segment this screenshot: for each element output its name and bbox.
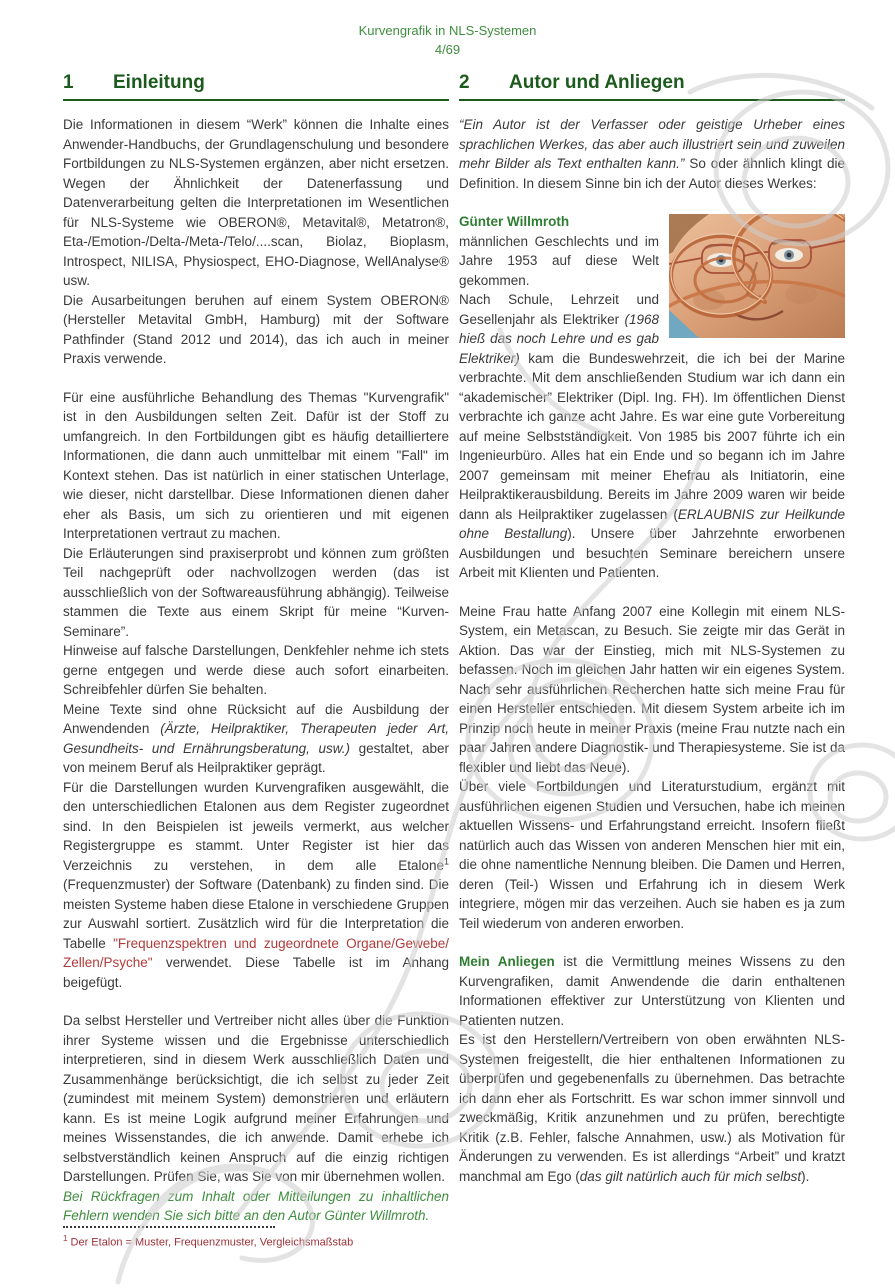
author-block xyxy=(459,212,845,583)
text-segment: Günter Willmroth xyxy=(459,214,570,229)
section-heading-einleitung xyxy=(63,72,449,101)
text-segment: (Frequenzmuster) der Software (Datenbank) zu finden sind. Die meisten Systeme haben diese Etalone in verschiedene Gruppen zur Auswahl sortiert. Zusätzlich wird für die Interpretation die Tabelle xyxy=(63,877,449,951)
text-segment: ERLAUBNIS zur Heilkunde ohne Bestallung xyxy=(459,506,845,541)
text-segment: Die Ausarbeitungen beruhen auf einem System OBERON® (Hersteller Metavital GmbH, Hamburg) mit der Software Pathfinder (Stand 2012 und 2014), das ich auch in meiner Praxis verwende. xyxy=(63,292,449,366)
paragraph xyxy=(459,115,845,193)
section-heading-autor xyxy=(459,72,845,101)
text-segment: gestaltet, aber von meinem Beruf als Heilpraktiker geprägt. xyxy=(63,740,449,775)
paragraph xyxy=(63,544,449,642)
text-segment: männlichen Geschlechts und im Jahre 1953 auf diese Welt gekommen. xyxy=(459,233,659,288)
paragraph-gap xyxy=(63,369,449,388)
text-segment: Die Erläuterungen sind praxiserprobt und können zum größten Teil nachgeprüft oder nachvollzogen werden (das ist ausschließlich von der Softwareausführung abhängig). Teilweise stammen die Texte aus einem Skript für meine “Kurven-Seminare”. xyxy=(63,545,449,639)
text-segment: Über viele Fortbildungen und Literaturstudium, ergänzt mit ausführlichen eigenen Studien und Versuchen, habe ich meinen aktuellen Wissens- und Erfahrungstand erreicht. Insofern fließt natürlich auch das Wissen von anderen Menschen hier mit ein, die ohne namentliche Nennung bleiben. Die Damen und Herren, deren (Teil-) Wissen und Erfahrung ich in diesem Werk integriere, mögen mir das verzeihen. Auch sie haben es ja zum Teil wiederum von anderen erworben. xyxy=(459,779,845,931)
text-segment: Für die Darstellungen wurden Kurvengrafiken ausgewählt, die den unterschiedlichen Etalonen aus dem Register zugeordnet sind. In den Beispielen ist jeweils vermerkt, aus welcher Registergruppe es stammt. Unter Register ist hier das Verzeichnis zu verstehen, in dem alle Etalone xyxy=(63,779,449,873)
footnote xyxy=(63,1226,449,1271)
section-number: 2 xyxy=(459,72,470,93)
text-segment: Bei Rückfragen zum Inhalt oder Mitteilungen zu inhaltlichen Fehlern wenden Sie sich bitte an den Autor Günter Willmroth. xyxy=(63,1188,449,1223)
paragraph-gap xyxy=(459,193,845,212)
text-segment: Nach Schule, Lehrzeit und Gesellenjahr als Elektriker xyxy=(459,292,659,327)
page-header xyxy=(0,22,895,60)
footnote-marker: 1 xyxy=(63,1233,68,1243)
text-segment: Mein Anliegen xyxy=(459,954,555,969)
paragraph xyxy=(63,1187,449,1226)
text-segment: (1968 hieß das noch Lehre und es gab Elektriker) xyxy=(459,311,659,366)
paragraph xyxy=(63,641,449,700)
right-column-text xyxy=(459,115,845,1186)
text-segment: "Frequenzspektren und zugeordnete Organe/Gewebe/ Zellen/Psyche" xyxy=(63,935,449,970)
section-title: Autor und Anliegen xyxy=(509,72,685,93)
text-segment: “Ein Autor ist der Verfasser oder geistige Urheber eines sprachlichen Werkes, das aber auch illustriert sein und zuweilen mehr Bilder als Text enthalten kann.” xyxy=(459,117,845,171)
text-segment: Es ist den Herstellern/Vertreibern von oben erwähnten NLS-Systemen freigestellt, die hier enthaltenen Informationen zu überprüfen und gegebenenfalls zu übernehmen. Das betrachte ich dann eher als Fortschritt. Es war schon immer sinnvoll und zweckmäßig, Kritik anzunehmen und zu prüfen, berechtigte Kritik (z.B. Fehler, falsche Annahmen, usw.) als Motivation für Änderungen zu verwenden. Es ist allerdings “Arbeit” und kratzt manchmal am Ego ( xyxy=(459,1032,845,1184)
text-segment: ist die Vermittlung meines Wissens zu den Kurvengrafiken, damit Anwendende die darin enthaltenen Informationen effektiver zur Unterstützung von Klienten und Patienten nutzen. xyxy=(459,954,845,1028)
paragraph-gap xyxy=(63,992,449,1011)
page-number: 4/69 xyxy=(434,41,461,57)
paragraph xyxy=(63,1011,449,1187)
text-segment: ). xyxy=(801,1168,810,1184)
footnote-text: Der Etalon = Muster, Frequenzmuster, Vergleichsmaßstab xyxy=(70,1236,354,1249)
paragraph-gap xyxy=(459,583,845,602)
document-title: Kurvengrafik in NLS-Systemen xyxy=(358,23,537,38)
portrait-image xyxy=(669,214,845,338)
paragraph xyxy=(63,291,449,369)
paragraph-gap xyxy=(459,933,845,952)
footnote-separator xyxy=(63,1226,275,1228)
paragraph xyxy=(459,602,845,778)
text-segment: verwendet. Diese Tabelle ist im Anhang beigefügt. xyxy=(63,955,449,990)
author-photo xyxy=(669,214,845,338)
text-segment: Meine Frau hatte Anfang 2007 eine Kollegin mit einem NLS-System, ein Metascan, zu Besuch. Sie zeigte mir das Gerät in Aktion. Das war der Einstieg, mich mit NLS-Systemen zu befassen. Noch im gleichen Jahr hatten wir ein eigenes System. Nach sehr ausführlichen Recherchen hatte sich meine Frau für einen Hersteller entschieden. Mit diesem System arbeite ich im Prinzip noch heute in meiner Praxis (meine Frau nutzte nach ein paar Jahren andere Diagnostik- und Therapiesysteme. Sie ist da flexibler und liebt das Neue). xyxy=(459,603,845,775)
section-number: 1 xyxy=(63,72,74,93)
text-segment: Da selbst Hersteller und Vertreiber nicht alles über die Funktion ihrer Systeme wissen und die Ergebnisse unterschiedlich interpretieren, sind in diesem Werk ausschließlich Daten und Zusammenhänge berücksichtigt, die ich selbst zu jeder Zeit (zumindest mit meinem System) demonstrieren und erläutern kann. Es ist meine Logik aufgrund meiner Erfahrungen und meines Wissenstandes, die ich anwende. Damit erhebe ich selbstverständlich keinen Anspruch auf die einzig richtigen Darstellungen. Prüfen Sie, was Sie von mir übernehmen wollen. xyxy=(63,1013,449,1184)
paragraph xyxy=(459,777,845,933)
text-segment: Meine Texte sind ohne Rücksicht auf die Ausbildung der Anwendenden xyxy=(63,701,449,736)
left-column-text xyxy=(63,115,449,1226)
text-segment: Hinweise auf falsche Darstellungen, Denkfehler nehme ich stets gerne entgegen und werde diese auch sofort einarbeiten. Schreibfehler dürfen Sie behalten. xyxy=(63,643,449,697)
footnote-line xyxy=(63,1234,449,1249)
text-segment: ). Unsere über Jahrzehnte erworbenen Ausbildungen und besuchten Seminare bereichern unsere Arbeit mit Klienten und Patienten. xyxy=(459,526,846,580)
text-segment: Für eine ausführliche Behandlung des Themas "Kurvengrafik" ist in den Ausbildungen selten Zeit. Dafür ist der Stoff zu umfangreich. In den Fortbildungen gibt es häufig detailliertere Informationen, die dann auch unmittelbar mit einem "Fall" im Kontext stehen. Das ist natürlich in einer statischen Unterlage, wie dieser, nicht darstellbar. Diese Informationen dienen daher eher als Basis, um sich zu orientieren und mit eigenen Interpretationen vertraut zu machen. xyxy=(63,389,449,541)
right-column xyxy=(459,72,845,1264)
paragraph xyxy=(459,1030,845,1186)
text-segment: (Ärzte, Heilpraktiker, Therapeuten jeder Art, Gesundheits- und Ernährungsberatung, usw.) xyxy=(63,721,449,756)
text-segment: So oder ähnlich klingt die Definition. In diesem Sinne bin ich der Autor dieses Werkes: xyxy=(459,156,845,191)
paragraph xyxy=(459,952,845,1030)
two-column-body xyxy=(63,72,845,1264)
paragraph xyxy=(63,115,449,291)
paragraph xyxy=(63,388,449,544)
text-segment: 1 xyxy=(443,856,449,866)
text-segment: Die Informationen in diesem “Werk” können die Inhalte eines Anwender-Handbuchs, der Grundlagenschulung und besondere Fortbildungen zu NLS-Systemen ergänzen, aber nicht ersetzen. Wegen der Ähnlichkeit der Datenerfassung und Datenverarbeitung gelten die Interpretationen im Wesentlichen für NLS-Systeme wie OBERON®, Metavital®, Metatron®, Eta-/Emotion-/Delta-/Meta-/Telo/....scan, Biolaz, Bioplasm, Introspect, NILISA, Physiospect, EHO-Diagnose, WellAnalyse® usw. xyxy=(63,117,449,288)
paragraph xyxy=(63,700,449,778)
text-segment: kam die Bundeswehrzeit, die ich bei der Marine verbrachte. Mit dem anschließenden Studium war ich dann ein “akademischer” Elektriker (Dipl. Ing. FH). Im öffentlichen Dienst verbrachte ich ganze acht Jahre. Es war eine gute Vorbereitung auf meine Selbstständigkeit. Von 1985 bis 2007 führte ich ein Ingenieurbüro. Alles hat ein Ende und so begann ich im Jahre 2007 gemeinsam mit meiner Ehefrau als Initiatorin, eine Heilpraktikerausbildung. Bereits im Jahre 2009 waren wir beide dann als Heilpraktiker zugelassen ( xyxy=(459,350,845,522)
left-column xyxy=(63,72,449,1264)
section-title: Einleitung xyxy=(113,72,205,93)
paragraph xyxy=(63,778,449,993)
text-segment: das gilt natürlich auch für mich selbst xyxy=(579,1168,802,1184)
